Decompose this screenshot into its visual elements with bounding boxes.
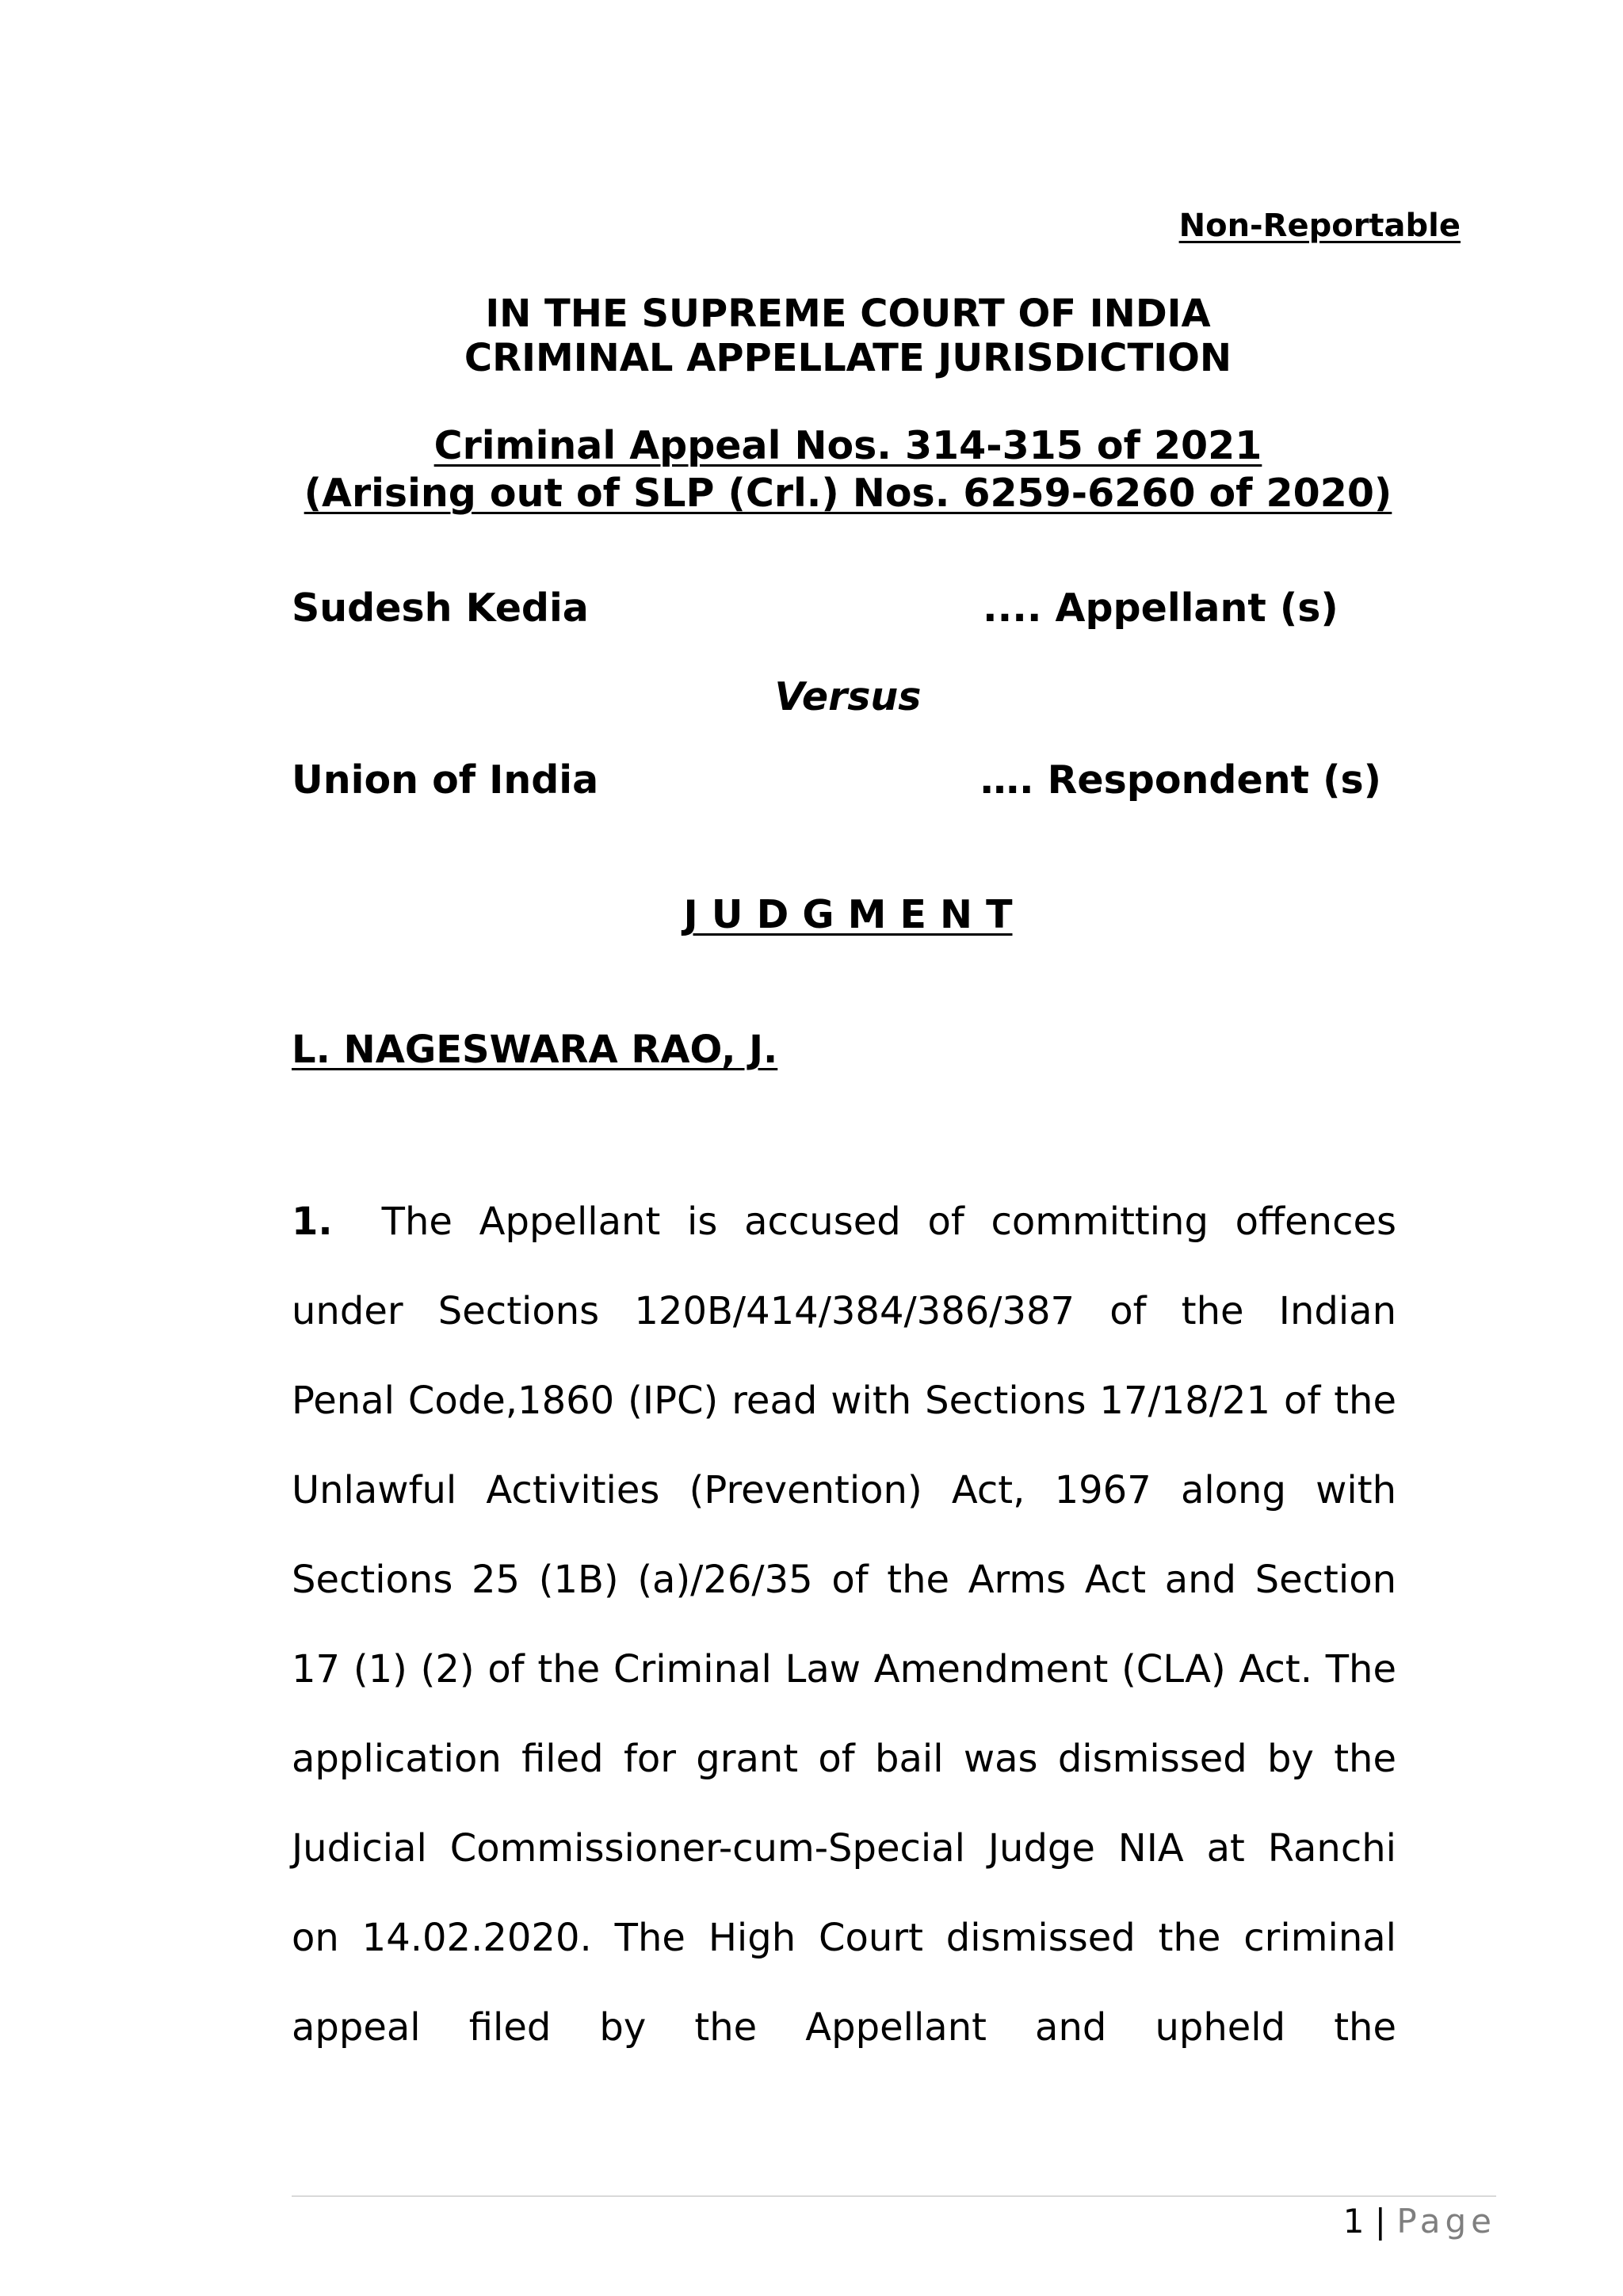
footer-divider (292, 2195, 1496, 2197)
page-separator: | (1374, 2202, 1386, 2241)
appellant-name: Sudesh Kedia (292, 585, 589, 631)
judgment-heading: J U D G M E N T (683, 892, 1013, 937)
paragraph-number: 1. (292, 1199, 333, 1244)
respondent-role: …. Respondent (s) (980, 757, 1382, 803)
page-number: 1 (1342, 2202, 1365, 2241)
appeal-number: Criminal Appeal Nos. 314-315 of 2021 (433, 423, 1262, 468)
page-footer (1343, 2199, 1496, 2244)
page-label: Page (1396, 2202, 1496, 2241)
versus-label: Versus (774, 674, 922, 719)
respondent-name: Union of India (292, 757, 599, 803)
paragraph-1 (292, 1177, 1396, 2073)
paragraph-text: The Appellant is accused of committing offences under Sections 120B/414/384/386/387 of the Indian Penal Code,1860 (IPC) read with Sections 17/18/21 of the Unlawful Activities (Prevention) Act, 1967 along with Sections 25 (1B) (a)/26/35 of the Arms Act and Section 17 (1) (2) of the Criminal Law Amendment (CLA) Act. The application filed for grant of bail was dismissed by the Judicial Commissioner-cum-Special Judge NIA at Ranchi on 14.02.2020. The High Court dismissed the criminal appeal filed by the Appellant and upheld the (292, 1199, 1396, 2050)
slp-number: (Arising out of SLP (Crl.) Nos. 6259-6260 of 2020) (304, 471, 1392, 516)
judge-name: L. NAGESWARA RAO, J. (292, 1028, 778, 1072)
reportability-label: Non-Reportable (1178, 208, 1461, 244)
appellant-role: .... Appellant (s) (983, 585, 1338, 631)
jurisdiction-title: CRIMINAL APPELLATE JURISDICTION (464, 336, 1232, 380)
court-name: IN THE SUPREME COURT OF INDIA (485, 292, 1211, 336)
